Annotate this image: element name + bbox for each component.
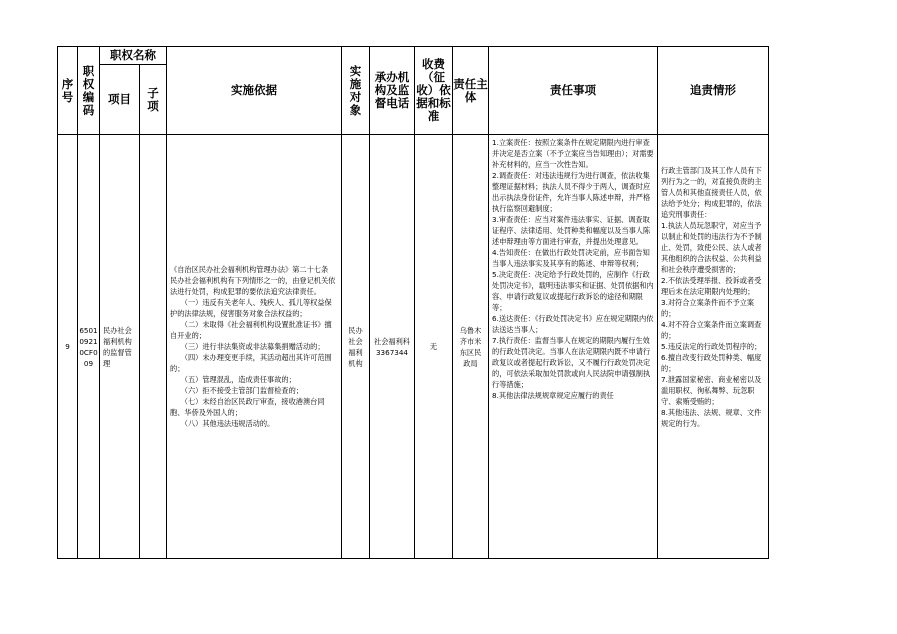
header-target: 实施对象	[342, 47, 370, 135]
row-item: 民办社会福利机构的监督管理	[100, 135, 140, 559]
header-seq: 序号	[58, 47, 78, 135]
table-row	[58, 135, 769, 559]
header-subitem: 子项	[140, 65, 167, 135]
row-target: 民办社会福利机构	[342, 135, 370, 559]
header-duties: 责任事项	[489, 47, 658, 135]
row-office: 社会福利科 3367344	[370, 135, 415, 559]
row-accountability: 行政主管部门及其工作人员有下列行为之一的，对直接负责的主管人员和其他直接责任人员，依法给予处分；构成犯罪的，依法追究刑事责任： 1.执法人员玩忽职守，对应当予以制止和处罚的违法行为不予制止、处罚，致使公民、法人或者其他组织的合法权益、公共利益和社会秩序遭受损害的； 2.不依法受理举报、投诉或者受理后未在法定期限内处理的； 3.对符合立案条件而不予立案的； 4.对不符合立案条件而立案调查的； 5.违反法定的行政处罚程序的； 6.擅自改变行政处罚种类、幅度的； 7.泄露国家秘密、商业秘密以及滥用职权、徇私舞弊、玩忽职守、索贿受贿的； 8.其他违法、法规、规章、文件规定的行为。	[658, 135, 769, 559]
header-code: 职权编码	[78, 47, 100, 135]
power-list-table	[57, 46, 769, 559]
row-code: 6501 0921 0CF0 09	[78, 135, 100, 559]
header-office: 承办机构及监督电话	[370, 47, 415, 135]
header-accountability: 追责情形	[658, 47, 769, 135]
header-fee: 收费（征收）依据和标准	[415, 47, 453, 135]
row-duties: 1.立案责任：按照立案条件在规定期限内进行审查并决定是否立案（不予立案应当告知理由）；对需要补充材料的，应当一次性告知。 2.调查责任：对违法违规行为进行调查，依法收集整理证据材料；执法人员不得少于两人，调查时应出示执法身份证件，允许当事人陈述申辩，并严格执行监察回避制度； 3.审查责任：应当对案件违法事实、证据、调查取证程序、法律适用、处罚种类和幅度以及当事人陈述申辩理由等方面进行审查，并提出处理意见。 4.告知责任：在做出行政处罚决定前，应书面告知当事人违法事实及其享有的陈述、申辩等权利； 5.决定责任：决定给予行政处罚的，应制作《行政处罚决定书》，载明违法事实和证据、处罚依据和内容、申请行政复议或提起行政诉讼的途径和期限等； 6.送达责任：《行政处罚决定书》应在规定期限内依法送达当事人； 7.执行责任：监督当事人在规定的期限内履行生效的行政处罚决定。当事人在法定期限内既不申请行政复议或者提起行政诉讼，又不履行行政处罚决定的，可依法采取加处罚款或向人民法院申请强制执行等措施； 8.其他法律法规规章规定应履行的责任	[489, 135, 658, 559]
row-fee: 无	[415, 135, 453, 559]
header-item: 项目	[100, 65, 140, 135]
header-subject: 责任主体	[453, 47, 489, 135]
row-seq: 9	[58, 135, 78, 559]
header-power-name: 职权名称	[100, 47, 167, 65]
row-subject: 乌鲁木齐市米东区民政局	[453, 135, 489, 559]
row-subitem	[140, 135, 167, 559]
row-basis: 《自治区民办社会福利机构管理办法》第二十七条 民办社会福利机构有下列情形之一的，由登记机关依法进行处罚，构成犯罪的要依法追究法律责任。 （一）违反有关老年人、残疾人、孤儿等权益保护的法律法规，侵害服务对象合法权益的； （二）未取得《社会福利机构设置批准证书》擅自开业的； （三）进行非法集资或非法募集捐赠活动的； （四）未办理变更手续，其活动超出其许可范围的； （五）管理混乱，造成责任事故的； （六）拒不接受主管部门监督检查的； （七）未经自治区民政厅审查，接收港澳台同胞、华侨及外国人的； （八）其他违法违规活动的。	[167, 135, 342, 559]
header-basis: 实施依据	[167, 47, 342, 135]
